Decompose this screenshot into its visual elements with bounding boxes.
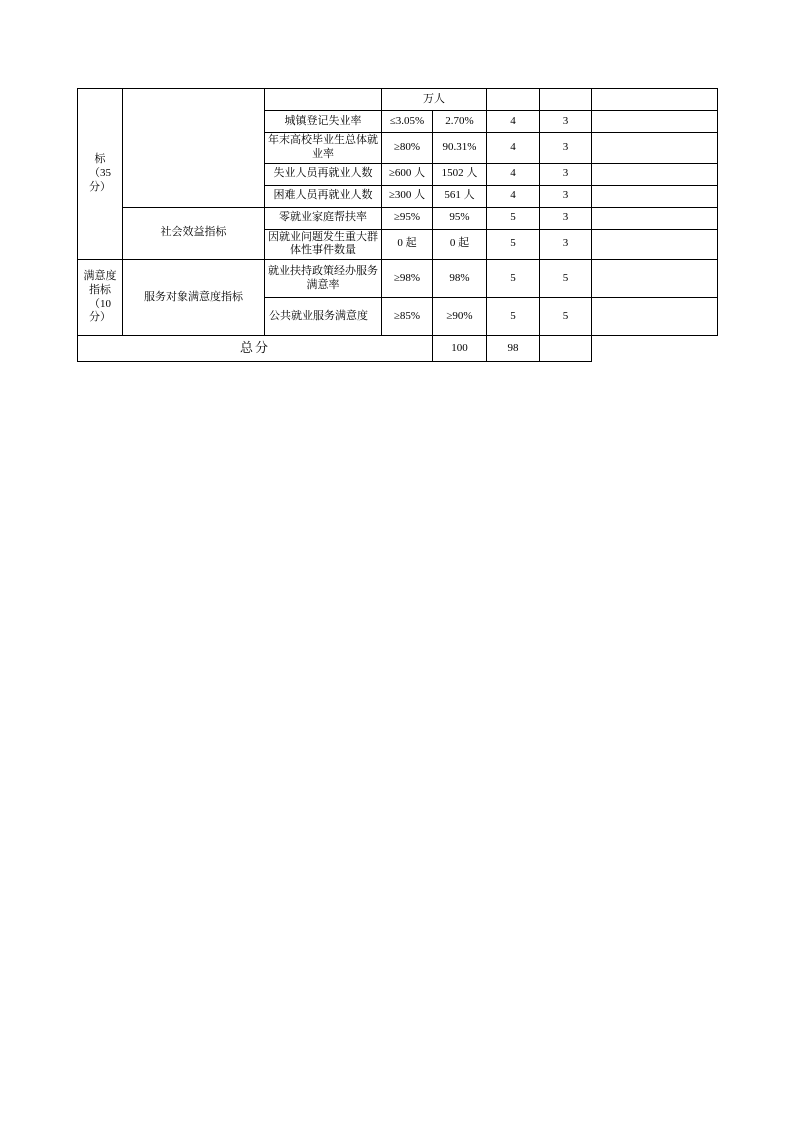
indicator-name: 因就业问题发生重大群体性事件数量 [265,229,382,260]
total-earned: 98 [487,336,540,362]
level2-cell-service-satisfaction: 服务对象满意度指标 [123,260,265,336]
indicator-score: 5 [487,207,540,229]
indicator-target: ≥85% [382,298,433,336]
indicator-earned: 3 [540,207,592,229]
indicator-name: 失业人员再就业人数 [265,163,382,185]
indicator-target: ≥80% [382,133,433,164]
indicator-score [487,89,540,111]
indicator-score: 5 [487,260,540,298]
indicator-earned [540,89,592,111]
indicator-name: 公共就业服务满意度 [265,298,382,336]
indicator-target: ≥300 人 [382,185,433,207]
indicator-target: ≤3.05% [382,111,433,133]
level1-cell-benefit [78,89,123,260]
level1-line: 分） [89,311,111,324]
table-total-row [78,336,718,362]
indicator-actual: 2.70% [433,111,487,133]
level2-cell-social-benefit: 社会效益指标 [123,207,265,260]
indicator-actual: 98% [433,260,487,298]
indicator-remark [592,89,718,111]
indicator-actual: ≥90% [433,298,487,336]
indicator-name: 城镇登记失业率 [265,111,382,133]
indicator-actual: 95% [433,207,487,229]
level1-line: （10 [89,297,111,310]
indicator-actual: 0 起 [433,229,487,260]
indicator-name: 年末高校毕业生总体就业率 [265,133,382,164]
indicator-score: 4 [487,133,540,164]
indicator-target: ≥600 人 [382,163,433,185]
indicator-remark [592,207,718,229]
indicator-actual: 1502 人 [433,163,487,185]
indicator-earned: 3 [540,185,592,207]
indicator-unit: 万人 [382,89,487,111]
table-row [78,207,718,229]
indicator-score: 5 [487,298,540,336]
indicator-actual: 561 人 [433,185,487,207]
indicator-remark [592,298,718,336]
indicator-target: ≥95% [382,207,433,229]
level1-line: 满意度 [83,270,117,282]
level1-line: 分） [89,180,111,193]
indicator-remark [592,260,718,298]
total-score: 100 [433,336,487,362]
indicator-target: ≥98% [382,260,433,298]
indicator-earned: 5 [540,260,592,298]
indicator-remark [592,133,718,164]
indicator-name: 困难人员再就业人数 [265,185,382,207]
indicator-name: 零就业家庭帮扶率 [265,207,382,229]
table-row [78,89,718,111]
indicator-score: 4 [487,111,540,133]
level2-cell-empty [123,89,265,208]
indicator-target: 0 起 [382,229,433,260]
indicator-name [265,89,382,111]
indicator-score: 4 [487,163,540,185]
table-row [78,260,718,298]
indicator-remark [592,111,718,133]
indicator-earned: 3 [540,133,592,164]
indicator-remark [592,185,718,207]
level1-line: 指标 [89,283,111,296]
indicator-score: 4 [487,185,540,207]
indicator-name: 就业扶持政策经办服务满意率 [265,260,382,298]
indicator-remark [592,229,718,260]
performance-table-wrapper [77,88,718,362]
indicator-actual: 90.31% [433,133,487,164]
indicator-score: 5 [487,229,540,260]
total-label: 总分 [78,336,433,362]
level1-cell-satisfaction [78,260,123,336]
indicator-earned: 5 [540,298,592,336]
indicator-earned: 3 [540,111,592,133]
performance-indicator-table [77,88,718,362]
total-remark [540,336,592,362]
indicator-earned: 3 [540,163,592,185]
indicator-remark [592,163,718,185]
level1-line: （35 [89,167,111,180]
indicator-earned: 3 [540,229,592,260]
level1-line: 标 [94,153,106,166]
